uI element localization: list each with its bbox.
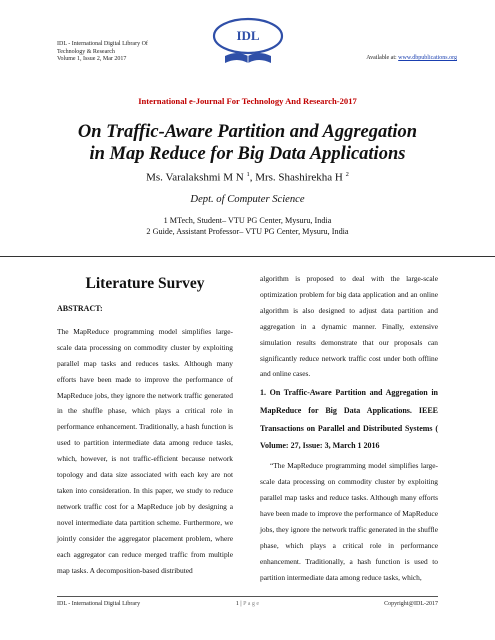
abstract-heading: ABSTRACT: xyxy=(57,304,103,313)
header-line-2: Technology & Research xyxy=(57,48,115,55)
page-num-value: 1 xyxy=(235,601,239,607)
footer-divider xyxy=(57,596,438,597)
journal-name: International e-Journal For Technology And Research-2017 xyxy=(138,96,357,106)
right-column xyxy=(260,271,438,585)
reference-heading: 1. On Traffic-Aware Partition and Aggregation in MapReduce for Big Data Applications. IEEE Transactions on Parallel and Distributed Systems ( Volume: 27, Issue: 3, March 1 2016 xyxy=(260,388,438,451)
section-heading: Literature Survey xyxy=(85,275,205,292)
paper-title xyxy=(0,121,495,165)
available-at-label: Available at: xyxy=(366,55,399,61)
header-line-3: Volume 1, Issue 2, Mar 2017 xyxy=(57,56,127,63)
author-2: , Mrs. Shashirekha H xyxy=(249,171,346,184)
left-column xyxy=(57,271,233,578)
title-line-1: On Traffic-Aware Partition and Aggregation xyxy=(77,122,418,142)
reference-summary: “The MapReduce programming model simplifies large-scale data processing on commodity cluster by exploiting parallel map tasks and reduce tasks. Although many efforts have been made to improve the performance of MapReduce jobs, they ignore the network traffic generated in the shuffle phase, which plays a critical role in performance enhancement. Traditionally, a hash function is used to partition intermediate data among reduce tasks, which, xyxy=(260,461,438,582)
footer-right: Copyright@IDL-2017 xyxy=(384,601,438,607)
idl-logo xyxy=(211,16,285,70)
author-1: Ms. Varalakshmi M N xyxy=(146,171,247,184)
author-1-sup: 1 xyxy=(246,171,250,178)
website-link[interactable]: www.dbpublications.org xyxy=(398,55,457,61)
author-2-sup: 2 xyxy=(345,171,349,178)
title-line-2: in Map Reduce for Big Data Applications xyxy=(89,144,406,164)
footer-left: IDL - International Digital Library xyxy=(57,601,141,607)
affiliation-1: 1 MTech, Student– VTU PG Center, Mysuru, India xyxy=(163,216,332,225)
header-line-1: IDL - International Digital Library Of xyxy=(57,41,148,47)
page-word: P a g e xyxy=(243,601,260,607)
logo-text: IDL xyxy=(236,28,260,43)
header-left xyxy=(57,41,148,64)
department: Dept. of Computer Science xyxy=(190,194,305,205)
abstract-continued: algorithm is proposed to deal with the large-scale optimization problem for big data application and an online algorithm is also designed to adjust data partition and aggregation in a dynamic manner. Finally, extensive simulation results demonstrate that our proposals can significantly reduce network traffic cost under both offline and online cases. xyxy=(260,274,438,379)
abstract-text: The MapReduce programming model simplifies large-scale data processing on commodity cluster by exploiting parallel map tasks and reduces tasks. Although many efforts have been made to improve the performance of MapReduce jobs, they ignore the network traffic generated in the shuffle phase, which plays a critical role in performance enhancement. Traditionally, a hash function is used to partition intermediate data among reduce tasks, which, however, is not traffic-efficient because network topology and data size associated with each key are not taken into consideration. In this paper, we study to reduce network traffic cost for a MapReduce job by designing a novel intermediate data partition scheme. Furthermore, we jointly consider the aggregator placement problem, where each aggregator can reduce merged traffic from multiple map tasks. A decomposition-based distributed xyxy=(57,326,233,575)
header-right xyxy=(366,55,457,61)
page-separator: | xyxy=(238,601,244,607)
header-divider xyxy=(0,256,495,257)
affiliations xyxy=(0,216,495,237)
authors xyxy=(0,171,495,184)
affiliation-2: 2 Guide, Assistant Professor– VTU PG Center, Mysuru, India xyxy=(146,226,349,236)
